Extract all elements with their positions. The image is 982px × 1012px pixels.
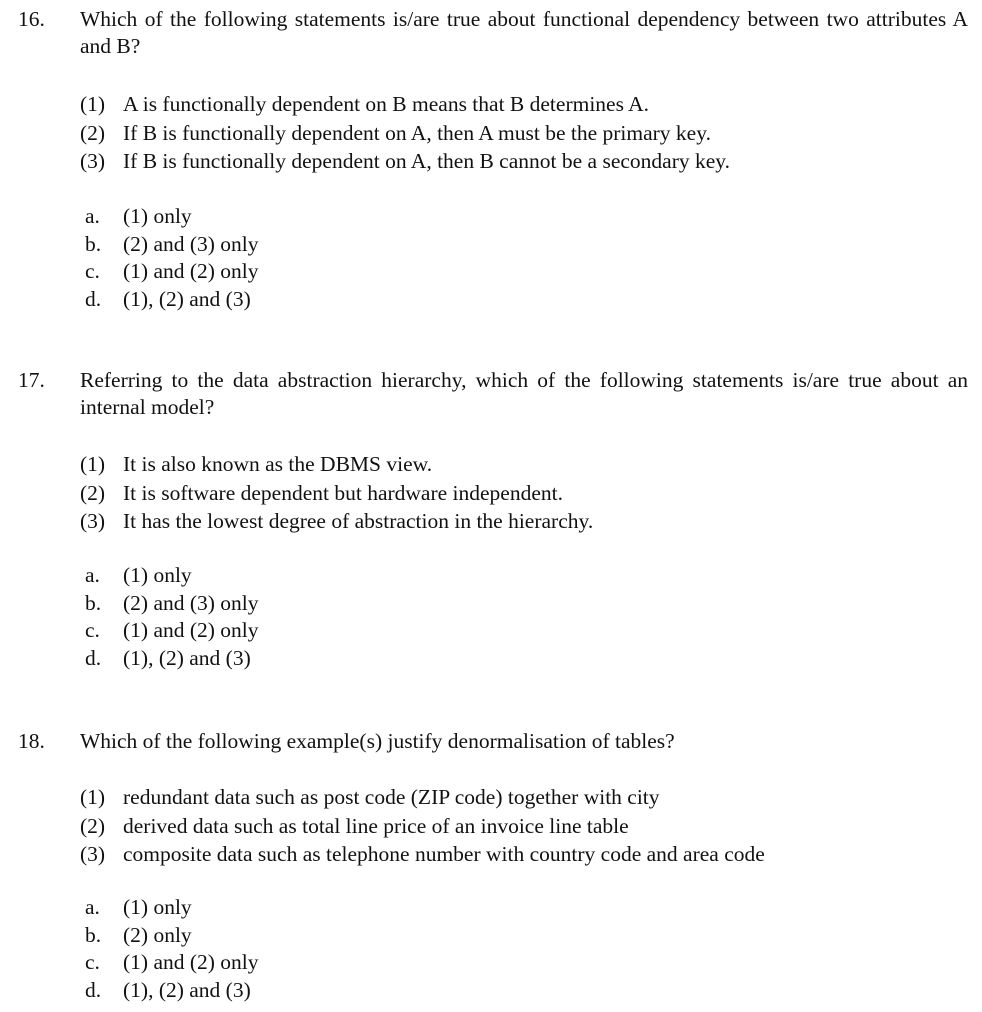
answer-options bbox=[80, 562, 480, 672]
answer-option-d[interactable] bbox=[80, 977, 480, 1005]
option-text: (1) only bbox=[123, 563, 192, 587]
statement-item bbox=[80, 147, 970, 176]
option-letter: b. bbox=[85, 590, 102, 615]
option-letter: a. bbox=[85, 563, 100, 587]
statement-item bbox=[80, 812, 970, 841]
statement-item bbox=[80, 119, 970, 148]
answer-options bbox=[80, 894, 480, 1004]
answer-option-b[interactable] bbox=[80, 922, 480, 950]
answer-option-c[interactable] bbox=[80, 949, 480, 977]
statement-list bbox=[80, 450, 970, 536]
statement-label: (1) bbox=[80, 452, 106, 476]
option-letter: c. bbox=[85, 259, 100, 283]
statement-item bbox=[80, 450, 970, 479]
statement-text: redundant data such as post code (ZIP code) together with city bbox=[123, 785, 660, 809]
option-text: (1) and (2) only bbox=[123, 259, 259, 283]
option-letter: a. bbox=[85, 204, 100, 228]
option-text: (2) and (3) only bbox=[123, 590, 259, 615]
option-text: (2) only bbox=[123, 922, 192, 947]
statement-text: If B is functionally dependent on A, then B cannot be a secondary key. bbox=[123, 149, 731, 173]
statement-label: (3) bbox=[80, 842, 106, 866]
question-number: 17. bbox=[18, 368, 45, 392]
option-letter: b. bbox=[85, 922, 102, 947]
answer-option-b[interactable] bbox=[80, 590, 480, 618]
option-text: (2) and (3) only bbox=[123, 231, 259, 256]
statement-item bbox=[80, 507, 970, 536]
option-letter: c. bbox=[85, 618, 100, 642]
statement-item bbox=[80, 840, 970, 869]
statement-label: (2) bbox=[80, 120, 106, 145]
option-letter: d. bbox=[85, 286, 102, 311]
option-letter: a. bbox=[85, 895, 100, 919]
option-text: (1), (2) and (3) bbox=[123, 977, 251, 1002]
statement-label: (3) bbox=[80, 509, 106, 533]
statement-item bbox=[80, 479, 970, 508]
answer-option-d[interactable] bbox=[80, 645, 480, 673]
statement-text: It is software dependent but hardware independent. bbox=[123, 480, 563, 505]
answer-option-b[interactable] bbox=[80, 231, 480, 259]
answer-option-a[interactable] bbox=[80, 894, 480, 922]
answer-option-a[interactable] bbox=[80, 203, 480, 231]
statement-label: (3) bbox=[80, 149, 106, 173]
answer-option-a[interactable] bbox=[80, 562, 480, 590]
option-letter: b. bbox=[85, 231, 102, 256]
option-text: (1), (2) and (3) bbox=[123, 286, 251, 311]
option-letter: d. bbox=[85, 645, 102, 670]
statement-item bbox=[80, 90, 970, 119]
statement-label: (2) bbox=[80, 813, 106, 838]
statement-text: If B is functionally dependent on A, then A must be the primary key. bbox=[123, 120, 711, 145]
option-text: (1) only bbox=[123, 204, 192, 228]
answer-option-c[interactable] bbox=[80, 617, 480, 645]
question-text: Referring to the data abstraction hierarchy, which of the following statements is/are true about an internal model? bbox=[80, 368, 968, 419]
statement-text: A is functionally dependent on B means that B determines A. bbox=[123, 92, 650, 116]
option-text: (1) and (2) only bbox=[123, 950, 259, 974]
answer-option-d[interactable] bbox=[80, 286, 480, 314]
statement-text: composite data such as telephone number with country code and area code bbox=[123, 842, 765, 866]
statement-text: It is also known as the DBMS view. bbox=[123, 452, 433, 476]
option-text: (1) only bbox=[123, 895, 192, 919]
answer-option-c[interactable] bbox=[80, 258, 480, 286]
option-letter: c. bbox=[85, 950, 100, 974]
answer-options bbox=[80, 203, 480, 313]
statement-list bbox=[80, 90, 970, 176]
statement-label: (1) bbox=[80, 92, 106, 116]
option-letter: d. bbox=[85, 977, 102, 1002]
option-text: (1), (2) and (3) bbox=[123, 645, 251, 670]
statement-text: It has the lowest degree of abstraction in the hierarchy. bbox=[123, 509, 594, 533]
statement-label: (2) bbox=[80, 480, 106, 505]
question-text: Which of the following statements is/are true about functional dependency between two attributes A and B? bbox=[80, 7, 968, 58]
question-text: Which of the following example(s) justify denormalisation of tables? bbox=[80, 729, 675, 753]
option-text: (1) and (2) only bbox=[123, 618, 259, 642]
statement-item bbox=[80, 783, 970, 812]
statement-label: (1) bbox=[80, 785, 106, 809]
statement-text: derived data such as total line price of an invoice line table bbox=[123, 813, 629, 838]
question-number: 18. bbox=[18, 729, 45, 753]
statement-list bbox=[80, 783, 970, 869]
question-number: 16. bbox=[18, 7, 45, 31]
